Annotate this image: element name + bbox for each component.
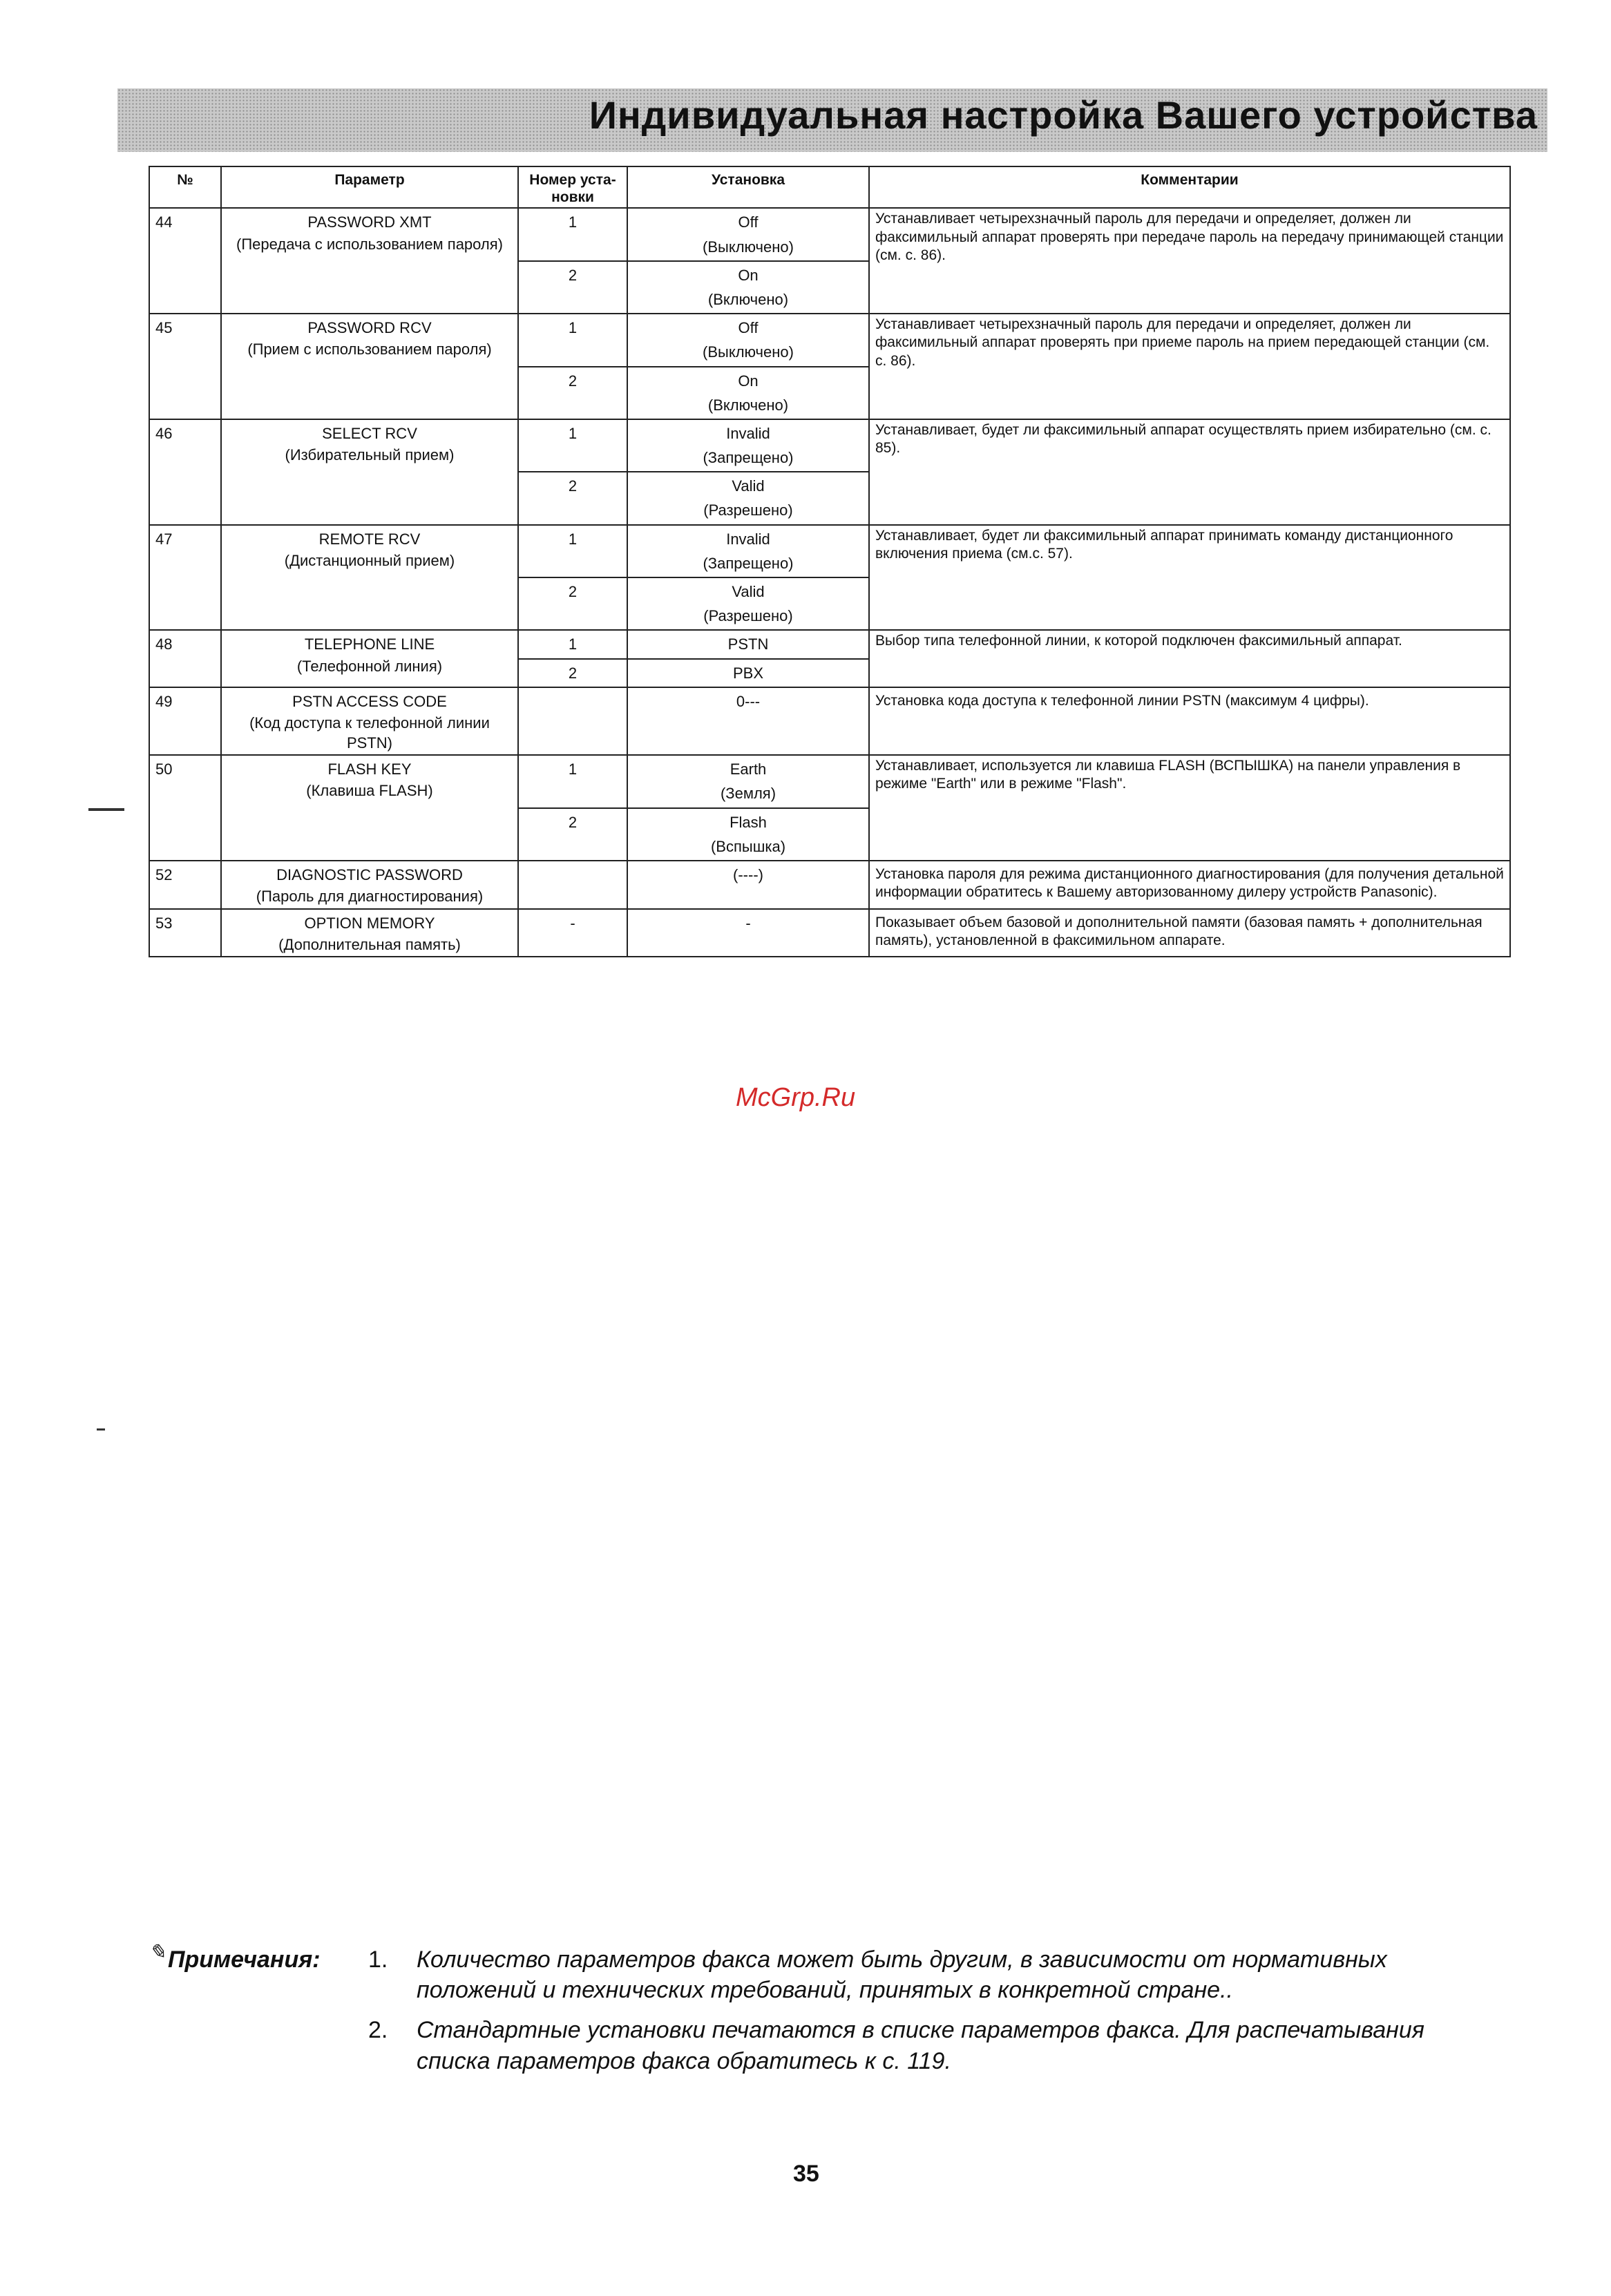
setting-value (627, 419, 869, 472)
setting-number: 1 (518, 630, 627, 658)
table-row (149, 755, 1510, 807)
setting-value (627, 261, 869, 314)
setting-value-en: Invalid (726, 424, 770, 442)
notes-label (149, 1941, 368, 2005)
setting-value (627, 909, 869, 957)
setting-value-en: - (745, 914, 751, 932)
setting-number: 2 (518, 577, 627, 630)
setting-value (627, 808, 869, 861)
table-row (149, 525, 1510, 577)
comment-cell: Установка кода доступа к телефонной линии PSTN (максимум 4 цифры). (869, 687, 1510, 755)
parameter-name: PASSWORD RCV (307, 319, 432, 337)
notes-label-text: Примечания: (168, 1946, 321, 1973)
note-text: Количество параметров факса может быть другим, в зависимости от нормативных положений и технических требований, принятых в конкретной стране.. (417, 1946, 1387, 2004)
note-number: 1. (368, 1946, 388, 1973)
parameter-cell (221, 861, 518, 909)
table-row (149, 909, 1510, 957)
setting-number (518, 861, 627, 909)
setting-number: 1 (518, 314, 627, 366)
setting-value-ru: (Выключено) (703, 238, 794, 256)
parameter-cell (221, 909, 518, 957)
parameter-cell (221, 630, 518, 687)
parameter-name: PASSWORD XMT (307, 213, 432, 231)
setting-number: 1 (518, 208, 627, 260)
setting-value-en: Off (738, 319, 759, 337)
setting-value-ru: (Выключено) (703, 343, 794, 361)
parameter-name: PSTN ACCESS CODE (292, 692, 447, 710)
row-number: 46 (149, 419, 221, 525)
parameter-name: REMOTE RCV (318, 530, 421, 548)
parameter-description: (Дополнительная память) (278, 935, 461, 953)
header-no: № (149, 166, 221, 208)
setting-number: 2 (518, 659, 627, 687)
table-row (149, 687, 1510, 755)
setting-value-en: Flash (730, 813, 767, 831)
setting-number: 2 (518, 472, 627, 524)
setting-number: 1 (518, 525, 627, 577)
setting-value-ru: (Вспышка) (710, 837, 786, 855)
setting-value-ru: (Запрещено) (703, 449, 794, 467)
note-row-1 (149, 1941, 1461, 2005)
setting-value-en: PBX (732, 664, 764, 682)
note-number: 2. (368, 2017, 388, 2044)
pencil-note-icon: ✎ (149, 1941, 166, 1964)
setting-value-en: On (738, 372, 759, 390)
setting-value (627, 687, 869, 755)
table-header-row (149, 166, 1510, 208)
row-number: 44 (149, 208, 221, 314)
parameter-cell (221, 687, 518, 755)
title-band (117, 88, 1547, 152)
table-row (149, 314, 1510, 366)
setting-number: - (518, 909, 627, 957)
setting-number: 2 (518, 367, 627, 419)
page-title: Индивидуальная настройка Вашего устройства (589, 93, 1538, 137)
setting-value-en: (----) (733, 865, 763, 883)
setting-value-en: Valid (732, 477, 765, 495)
setting-value-ru: (Земля) (720, 785, 776, 803)
parameter-description: (Передача с использованием пароля) (236, 235, 503, 253)
comment-cell: Показывает объем базовой и дополнительной памяти (базовая память + дополнительная память), установленной в факсимильном аппарате. (869, 909, 1510, 957)
table-row (149, 208, 1510, 260)
settings-body (149, 208, 1510, 957)
parameter-name: TELEPHONE LINE (304, 635, 435, 653)
setting-value-ru: (Включено) (707, 290, 789, 308)
setting-value (627, 367, 869, 419)
setting-value-en: Invalid (726, 530, 770, 548)
scan-mark (97, 1428, 105, 1431)
setting-value (627, 630, 869, 658)
setting-value-ru: (Запрещено) (703, 554, 794, 572)
parameter-description: (Код доступа к телефонной линии PSTN) (249, 714, 490, 752)
row-number: 45 (149, 314, 221, 419)
note-row-2 (149, 2015, 1461, 2076)
parameter-description: (Пароль для диагностирования) (256, 888, 484, 906)
setting-value (627, 861, 869, 909)
parameter-cell (221, 208, 518, 314)
parameter-name: FLASH KEY (327, 760, 412, 778)
setting-number: 2 (518, 261, 627, 314)
parameter-name: DIAGNOSTIC PASSWORD (276, 865, 463, 883)
watermark: McGrp.Ru (736, 1083, 856, 1112)
row-number: 50 (149, 755, 221, 861)
setting-value-en: Valid (732, 583, 765, 600)
parameter-name: SELECT RCV (322, 424, 417, 442)
header-param: Параметр (221, 166, 518, 208)
parameter-description: (Клавиша FLASH) (306, 782, 433, 800)
row-number: 47 (149, 525, 221, 631)
comment-cell: Устанавливает четырехзначный пароль для передачи и определяет, должен ли факсимильный аппарат проверять при приеме пароль на прием передающей станции (см. с. 86). (869, 314, 1510, 419)
comment-cell: Выбор типа телефонной линии, к которой подключен факсимильный аппарат. (869, 630, 1510, 687)
setting-number (518, 687, 627, 755)
setting-number: 2 (518, 808, 627, 861)
setting-value (627, 659, 869, 687)
settings-table (149, 166, 1511, 957)
setting-value-en: Off (738, 213, 759, 231)
setting-number: 1 (518, 419, 627, 472)
setting-value (627, 314, 869, 366)
comment-cell: Устанавливает, будет ли факсимильный аппарат осуществлять прием избирательно (см. с. 85). (869, 419, 1510, 525)
setting-value-ru: (Включено) (707, 396, 789, 414)
setting-value (627, 208, 869, 260)
comment-cell: Устанавливает, используется ли клавиша FLASH (ВСПЫШКА) на панели управления в режиме "Earth" или в режиме "Flash". (869, 755, 1510, 861)
row-number: 48 (149, 630, 221, 687)
setting-value (627, 525, 869, 577)
setting-value-en: 0--- (736, 692, 761, 710)
scan-mark (88, 808, 124, 811)
setting-value-en: Earth (730, 760, 767, 778)
setting-value (627, 472, 869, 524)
comment-cell: Установка пароля для режима дистанционного диагностирования (для получения детальной информации обратитесь к Вашему авторизованному дилеру устройств Panasonic). (869, 861, 1510, 909)
row-number: 49 (149, 687, 221, 755)
table-row (149, 861, 1510, 909)
parameter-cell (221, 314, 518, 419)
setting-value (627, 755, 869, 807)
setting-value-en: PSTN (727, 635, 769, 653)
header-comment: Комментарии (869, 166, 1510, 208)
setting-value-ru: (Разрешено) (703, 501, 793, 519)
parameter-description: (Дистанционный прием) (284, 551, 455, 569)
note-text: Стандартные установки печатаются в списке параметров факса. Для распечатывания списка параметров факса обратитесь к с. 119. (417, 2017, 1424, 2074)
table-row (149, 419, 1510, 472)
setting-number: 1 (518, 755, 627, 807)
parameter-name: OPTION MEMORY (304, 914, 435, 932)
parameter-description: (Прием с использованием пароля) (247, 341, 492, 358)
page-number: 35 (793, 2161, 819, 2187)
parameter-description: (Телефонной линия) (296, 657, 443, 675)
setting-value-ru: (Разрешено) (703, 607, 793, 625)
parameter-description: (Избирательный прием) (285, 446, 455, 464)
table-row (149, 630, 1510, 658)
header-setting: Установка (627, 166, 869, 208)
parameter-cell (221, 755, 518, 861)
comment-cell: Устанавливает, будет ли факсимильный аппарат принимать команду дистанционного включения приема (см.с. 57). (869, 525, 1510, 631)
comment-cell: Устанавливает четырехзначный пароль для передачи и определяет, должен ли факсимильный аппарат проверять при передаче пароль на передачу принимающей станции (см. с. 86). (869, 208, 1510, 314)
parameter-cell (221, 419, 518, 525)
setting-value (627, 577, 869, 630)
row-number: 52 (149, 861, 221, 909)
row-number: 53 (149, 909, 221, 957)
setting-value-en: On (738, 266, 759, 284)
notes-section (149, 1941, 1461, 2086)
parameter-cell (221, 525, 518, 631)
header-num: Номер уста-новки (518, 166, 627, 208)
